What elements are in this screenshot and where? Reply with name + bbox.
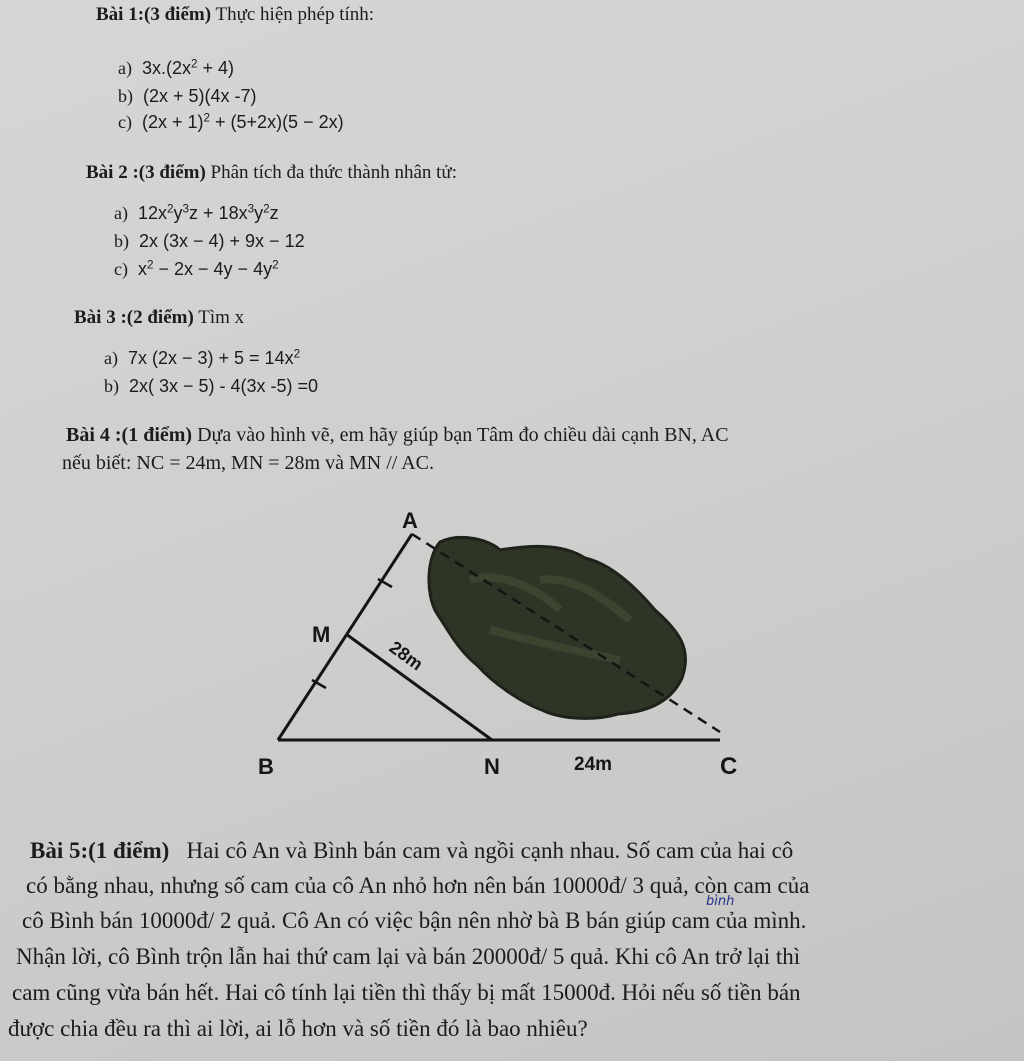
bai4-heading [66, 424, 729, 447]
bai5-title: Bài 5:(1 điểm) [30, 838, 170, 863]
bai1-item-b: b) (2x + 5)(4x -7) [118, 86, 257, 106]
bai5-line-5: cam cũng vừa bán hết. Hai cô tính lại tiền thì thấy bị mất 15000đ. Hỏi nếu số tiền bán [12, 980, 801, 1005]
bai4-line1: Dựa vào hình vẽ, em hãy giúp bạn Tâm đo chiều dài cạnh BN, AC [197, 424, 729, 446]
bai3-title: Bài 3 :(2 điểm) [74, 307, 194, 328]
bai1-item-c: c) $(2x + 1)^2 + (5+2x)(5 - 2x)$ [118, 111, 344, 132]
label-b: B [258, 754, 274, 779]
label-n: N [484, 754, 500, 779]
bai2-heading [86, 162, 457, 184]
triangle-figure [240, 500, 760, 790]
bai5-line-4: Nhận lời, cô Bình trộn lẫn hai thứ cam lại và bán 20000đ/ 5 quả. Khi cô An trở lại thì [16, 944, 801, 969]
bai1-item-a: a) $3x.(2x^2 + 4)$ [118, 57, 235, 78]
label-a: A [402, 508, 418, 533]
bai1-prompt: Thực hiện phép tính: [215, 4, 375, 25]
bai3-item-a: a) 7x $(2x - 3) + 5 = 14x^2$ [104, 347, 301, 368]
bai2-item-a: a) $12x^2y^3z + 18x^3y^2z$ [114, 202, 279, 223]
bai1-title: Bài 1:(3 điểm) [96, 4, 212, 25]
bai2-item-b: b) 2x (3x − 4) + 9x − 12 [114, 231, 305, 251]
bai4-line2: nếu biết: NC = 24m, MN = 28m và MN // AC. [62, 452, 435, 474]
bai2-prompt: Phân tích đa thức thành nhân tử: [210, 162, 457, 183]
bai5-line-1: Bài 5:(1 điểm) Hai cô An và Bình bán cam và ngồi cạnh nhau. Số cam của hai cô [30, 838, 794, 863]
bai1-heading [96, 4, 374, 26]
bai5-line-3: cô Bình bán 10000đ/ 2 quả. Cô An có việc bận nên nhờ bà B bán giúp cam của mình. [22, 908, 807, 933]
label-c: C [720, 753, 738, 780]
bai3-item-b: b) 2x( 3x − 5) - 4(3x -5) =0 [104, 376, 319, 396]
bai3-prompt: Tìm x [198, 307, 245, 328]
bai3-heading [74, 307, 244, 329]
handwritten-note: bình [706, 894, 735, 909]
bai2-item-c: c) $x^2 - 2x - 4y - 4y^2$ [114, 258, 279, 279]
length-mn: 28m [385, 637, 427, 675]
bai2-title: Bài 2 :(3 điểm) [86, 162, 206, 183]
label-m: M [312, 622, 331, 647]
side-ab [278, 534, 412, 740]
length-nc: 24m [574, 754, 613, 775]
bai4-title: Bài 4 :(1 điểm) [66, 424, 193, 446]
bai5-line-6: được chia đều ra thì ai lời, ai lỗ hơn và số tiền đó là bao nhiêu? [8, 1016, 588, 1041]
bai5-line-2: có bằng nhau, nhưng số cam của cô An nhỏ hơn nên bán 10000đ/ 3 quả, còn cam của [26, 873, 810, 898]
